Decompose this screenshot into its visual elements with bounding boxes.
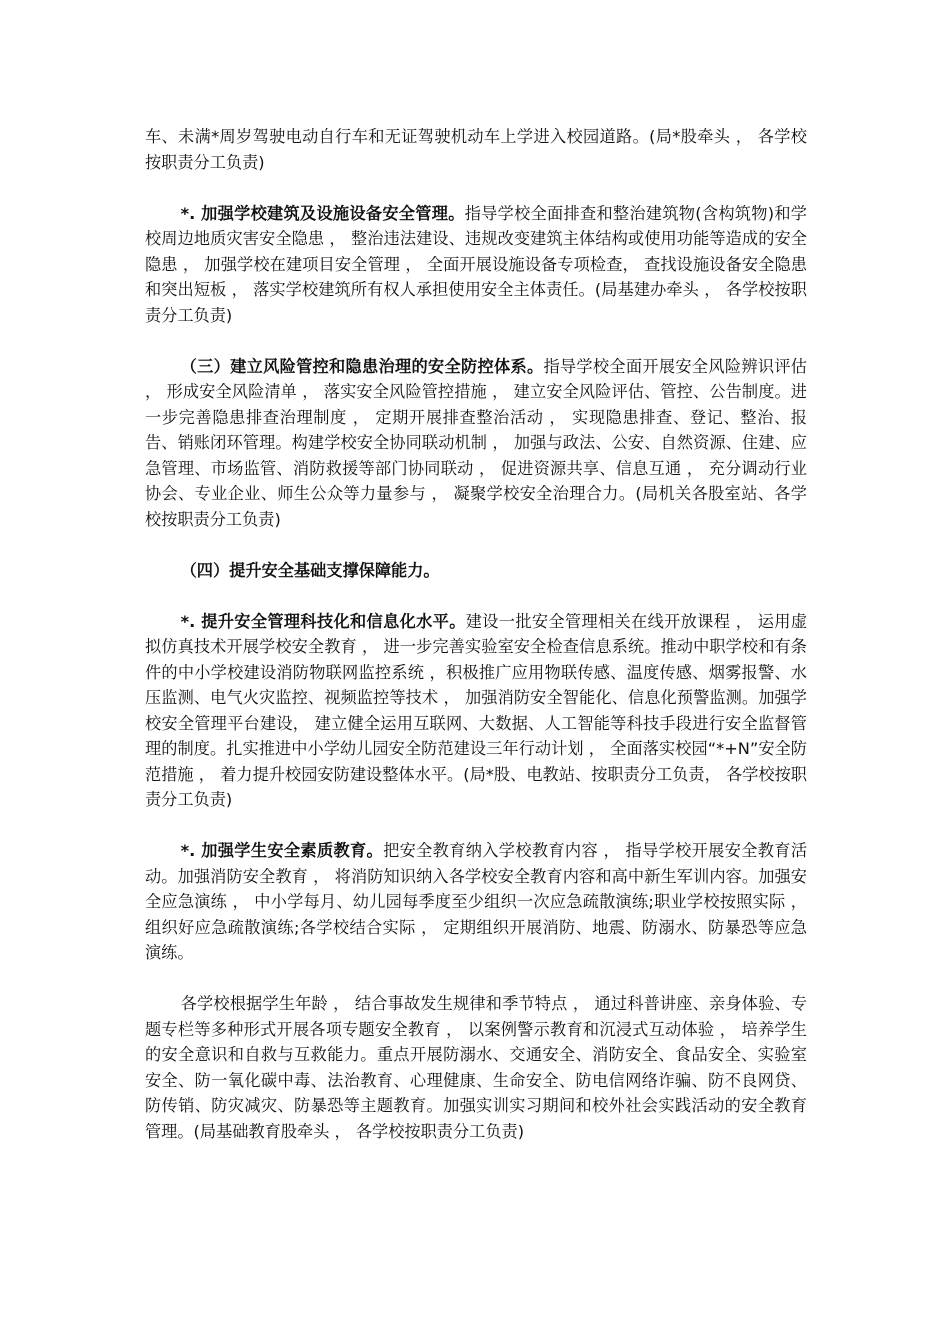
paragraph-risk-control [145,354,807,533]
paragraph-gap [145,328,807,354]
paragraph-text: 把安全教育纳入学校教育内容 ， 指导学校开展安全教育活动。加强消防安全教育 ， 将消防知识纳入各学校安全教育内容和高中新生军训内容。加强安全应急演练 ， 中小学每月、幼儿园每季度至少组织一次应急疏散演练;职业学校按照实际 ， 组织好应急疏散演练;各学校结合实际 ， 定期组织开展消防、地震、防溺水、防暴恐等应急演练。 [145,841,808,962]
paragraph-support-capability [145,558,807,584]
paragraph-technology [145,609,807,813]
paragraph-text: 指导学校全面开展安全风险辨识评估 ， 形成安全风险清单 ， 落实安全风险管控措施 ， 建立安全风险评估、管控、公告制度。进一步完善隐患排查治理制度 ， 定期开展排查整治活动 ， 实现隐患排查、登记、整治、报告、销账闭环管理。构建学校安全协同联动机制 ， 加强与政法、公安、自然资源、住建、应急管理、市场监管、消防救援等部门协同联动 ， 促进资源共享、信息互通 ， 充分调动行业协会、专业企业、师生公众等力量参与 ， 凝聚学校安全治理合力。(局机关各股室站、各学校按职责分工负责) [145,356,807,529]
paragraph-heading: *. 提升安全管理科技化和信息化水平。 [180,611,466,631]
paragraph-gap [145,175,807,201]
document-body [145,124,807,1144]
section-heading-three: （三）建立风险管控和隐患治理的安全防控体系。 [180,356,544,376]
paragraph-heading: *. 加强学校建筑及设施设备安全管理。 [180,203,465,223]
paragraph-themed-education [145,991,807,1144]
paragraph-gap [145,532,807,558]
paragraph-building-safety [145,201,807,329]
section-heading-four: （四）提升安全基础支撑保障能力。 [180,560,440,580]
paragraph-text: 各学校根据学生年龄 ， 结合事故发生规律和季节特点 ， 通过科普讲座、亲身体验、专题专栏等多种形式开展各项专题安全教育 ， 以案例警示教育和沉浸式互动体验 ， 培养学生的安全意识和自救与互救能力。重点开展防溺水、交通安全、消防安全、食品安全、实验室安全、防一氧化碳中毒、法治教育、心理健康、生命安全、防电信网络诈骗、防不良网贷、防传销、防灾减灾、防暴恐等主题教育。加强实训实习期间和校外社会实践活动的安全教育管理。(局基础教育股牵头 ， 各学校按职责分工负责) [145,994,807,1141]
paragraph-continuation [145,124,807,175]
paragraph-gap [145,583,807,609]
paragraph-student-education [145,838,807,966]
paragraph-text: 指导学校全面排查和整治建筑物(含构筑物)和学校周边地质灾害安全隐患 ， 整治违法建设、违规改变建筑主体结构或使用功能等造成的安全隐患 ， 加强学校在建项目安全管理 ， 全面开展设施设备专项检查， 查找设施设备安全隐患和突出短板 ， 落实学校建筑所有权人承担使用安全主体责任。(局基建办牵头 ， 各学校按职责分工负责) [145,203,807,325]
paragraph-text: 建设一批安全管理相关在线开放课程 ， 运用虚拟仿真技术开展学校安全教育 ， 进一步完善实验室安全检查信息系统。推动中职学校和有条件的中小学校建设消防物联网监控系统 ，积极推广应用物联传感、温度传感、烟雾报警、水压监测、电气火灾监控、视频监控等技术 ， 加强消防安全智能化、信息化预警监测。加强学校安全管理平台建设， 建立健全运用互联网、大数据、人工智能等科技手段进行安全监督管理的制度。扎实推进中小学幼儿园安全防范建设三年行动计划 ， 全面落实校园“*+N”安全防范措施 ， 着力提升校园安防建设整体水平。(局*股、电教站、按职责分工负责， 各学校按职责分工负责) [145,611,808,809]
paragraph-gap [145,813,807,839]
paragraph-gap [145,966,807,992]
paragraph-heading: *. 加强学生安全素质教育。 [180,841,384,860]
paragraph-text: 车、未满*周岁驾驶电动自行车和无证驾驶机动车上学进入校园道路。(局*股牵头 ， 各学校按职责分工负责) [145,127,807,172]
